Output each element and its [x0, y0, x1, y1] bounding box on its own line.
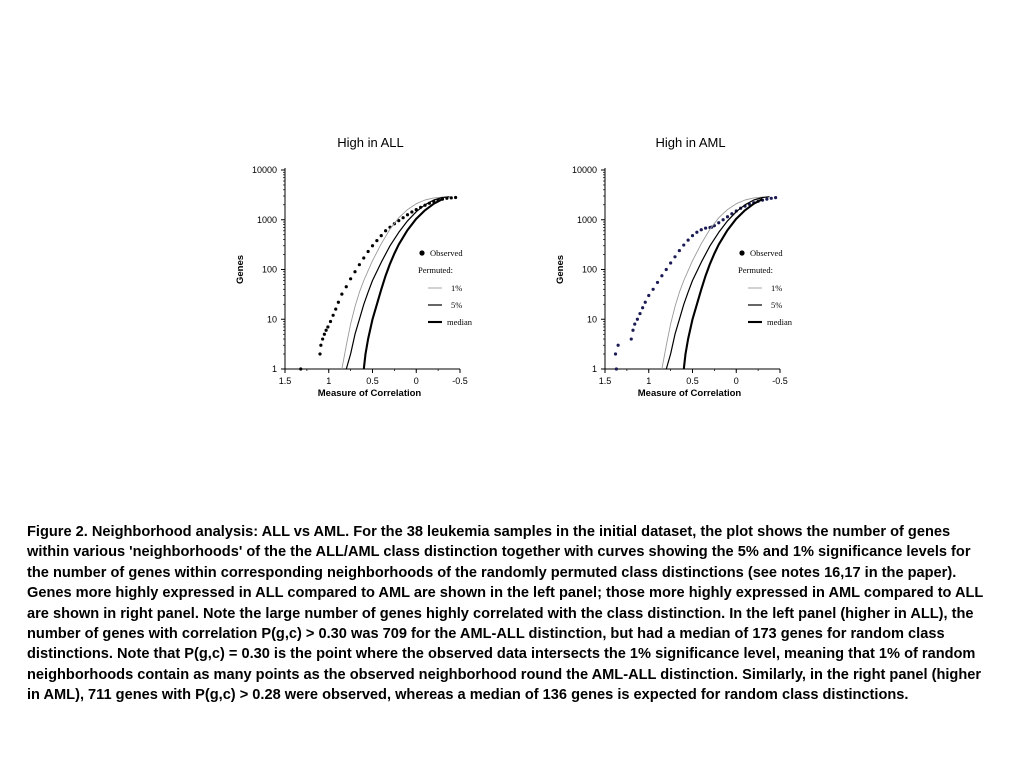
observed-point — [691, 234, 694, 237]
y-tick-label: 100 — [581, 264, 597, 275]
x-tick-label: 1.5 — [598, 376, 612, 386]
observed-point — [765, 198, 768, 201]
legend-1pct-label: 1% — [451, 283, 463, 293]
legend — [418, 248, 473, 327]
x-tick-label: -0.5 — [452, 376, 468, 386]
observed-point — [641, 306, 644, 309]
observed-point — [319, 344, 322, 347]
legend-observed-marker — [739, 250, 744, 255]
observed-point — [644, 301, 647, 304]
observed-point — [345, 285, 348, 288]
observed-point — [695, 231, 698, 234]
observed-point — [722, 218, 725, 221]
observed-point — [332, 314, 335, 317]
x-tick-label: -0.5 — [772, 376, 788, 386]
observed-point — [717, 221, 720, 224]
observed-point — [384, 229, 387, 232]
observed-point — [770, 197, 773, 200]
observed-point — [633, 322, 636, 325]
observed-point — [329, 320, 332, 323]
observed-point — [647, 294, 650, 297]
x-axis-title: Measure of Correlation — [637, 388, 742, 399]
y-tick-label: 10 — [266, 314, 277, 325]
observed-point — [617, 344, 620, 347]
observed-point — [656, 281, 659, 284]
legend-observed-label: Observed — [430, 248, 463, 258]
chart-title: High in ALL — [337, 135, 404, 150]
observed-point — [402, 216, 405, 219]
y-tick-label: 10000 — [571, 165, 597, 175]
observed-point — [367, 250, 370, 253]
chart-svg — [228, 130, 498, 405]
x-tick-label: 1.5 — [278, 376, 292, 386]
series-observed — [299, 196, 457, 371]
legend-5pct-label: 5% — [771, 300, 783, 310]
observed-point — [660, 274, 663, 277]
observed-point — [665, 268, 668, 271]
observed-point — [726, 215, 729, 218]
series-line-median — [364, 199, 443, 369]
chart-svg — [548, 130, 818, 405]
observed-point — [614, 352, 617, 355]
series-line-5pct — [346, 197, 449, 369]
observed-point — [371, 244, 374, 247]
y-axis-title: Genes — [555, 254, 566, 285]
legend-median-label: median — [767, 317, 793, 327]
observed-point — [631, 329, 634, 332]
y-tick-label: 1000 — [256, 214, 277, 225]
observed-point — [326, 325, 329, 328]
legend-permuted-label: Permuted: — [418, 265, 453, 275]
legend-1pct-label: 1% — [771, 283, 783, 293]
y-tick-label: 1 — [271, 364, 277, 374]
series-line-1pct — [662, 197, 763, 369]
legend-observed-label: Observed — [750, 248, 783, 258]
x-tick-label: 0 — [733, 376, 739, 386]
observed-point — [323, 333, 326, 336]
observed-point — [325, 329, 328, 332]
observed-point — [687, 238, 690, 241]
y-tick-label: 1 — [591, 364, 597, 374]
y-tick-label: 1000 — [576, 214, 597, 225]
chart-high-in-aml — [548, 130, 818, 410]
observed-point — [380, 234, 383, 237]
observed-point — [406, 213, 409, 216]
observed-point — [362, 256, 365, 259]
observed-point — [673, 255, 676, 258]
observed-point — [636, 318, 639, 321]
legend-5pct-label: 5% — [451, 300, 463, 310]
x-tick-label: 0.5 — [686, 376, 699, 386]
observed-point — [334, 307, 337, 310]
legend-permuted-label: Permuted: — [738, 265, 773, 275]
y-axis-title: Genes — [235, 254, 246, 285]
x-tick-label: 1 — [646, 376, 652, 386]
figure-caption: Figure 2. Neighborhood analysis: ALL vs AML. For the 38 leukemia samples in the initial dataset, the plot shows the number of genes within various 'neighborhoods' of the the ALL/AML class distinction together with curves showing the 5% and 1% significance levels for the number of genes within corresponding neighborhoods of the randomly permuted class distinctions (see notes 16,17 in the paper). Genes more highly expressed in ALL compared to AML are shown in the left panel; those more highly expressed in AML compared to ALL are shown in right panel. Note the large number of genes highly correlated with the class distinction. In the left panel (higher in ALL), the number of genes with correlation P(g,c) > 0.30 was 709 for the AML-ALL distinction, but had a median of 173 genes for random class distinctions. Note that P(g,c) = 0.30 is the point where the observed data intersects the 1% significance level, meaning that 1% of random neighborhoods contain as many points as the observed neighborhood round the AML-ALL distinction. Similarly, in the right panel (higher in AML), 711 genes with P(g,c) > 0.28 were observed, whereas a median of 136 genes is expected for random class distinctions. — [27, 524, 984, 704]
x-tick-label: 1 — [326, 376, 332, 386]
observed-point — [638, 312, 641, 315]
legend — [738, 248, 793, 327]
chart-title: High in AML — [655, 135, 726, 150]
observed-point — [669, 261, 672, 264]
x-axis-title: Measure of Correlation — [317, 388, 422, 399]
observed-point — [349, 277, 352, 280]
series-line-1pct — [342, 197, 443, 369]
series-observed — [614, 196, 777, 371]
observed-point — [375, 239, 378, 242]
x-tick-label: 0.5 — [366, 376, 379, 386]
observed-point — [340, 293, 343, 296]
observed-point — [454, 196, 457, 199]
observed-point — [353, 270, 356, 273]
observed-point — [321, 337, 324, 340]
observed-point — [615, 367, 618, 370]
legend-observed-marker — [419, 250, 424, 255]
observed-point — [704, 226, 707, 229]
observed-point — [630, 337, 633, 340]
observed-point — [358, 263, 361, 266]
y-tick-label: 100 — [261, 264, 277, 275]
series-line-median — [684, 199, 763, 369]
observed-point — [652, 288, 655, 291]
y-tick-label: 10000 — [251, 165, 277, 175]
observed-point — [410, 210, 413, 213]
observed-point — [337, 301, 340, 304]
legend-median-label: median — [447, 317, 473, 327]
observed-point — [318, 352, 321, 355]
x-tick-label: 0 — [413, 376, 419, 386]
y-tick-label: 10 — [586, 314, 597, 325]
observed-point — [682, 243, 685, 246]
observed-point — [774, 196, 777, 199]
observed-point — [678, 249, 681, 252]
chart-high-in-all — [228, 130, 498, 410]
observed-point — [299, 367, 302, 370]
observed-point — [700, 228, 703, 231]
observed-point — [450, 196, 453, 199]
